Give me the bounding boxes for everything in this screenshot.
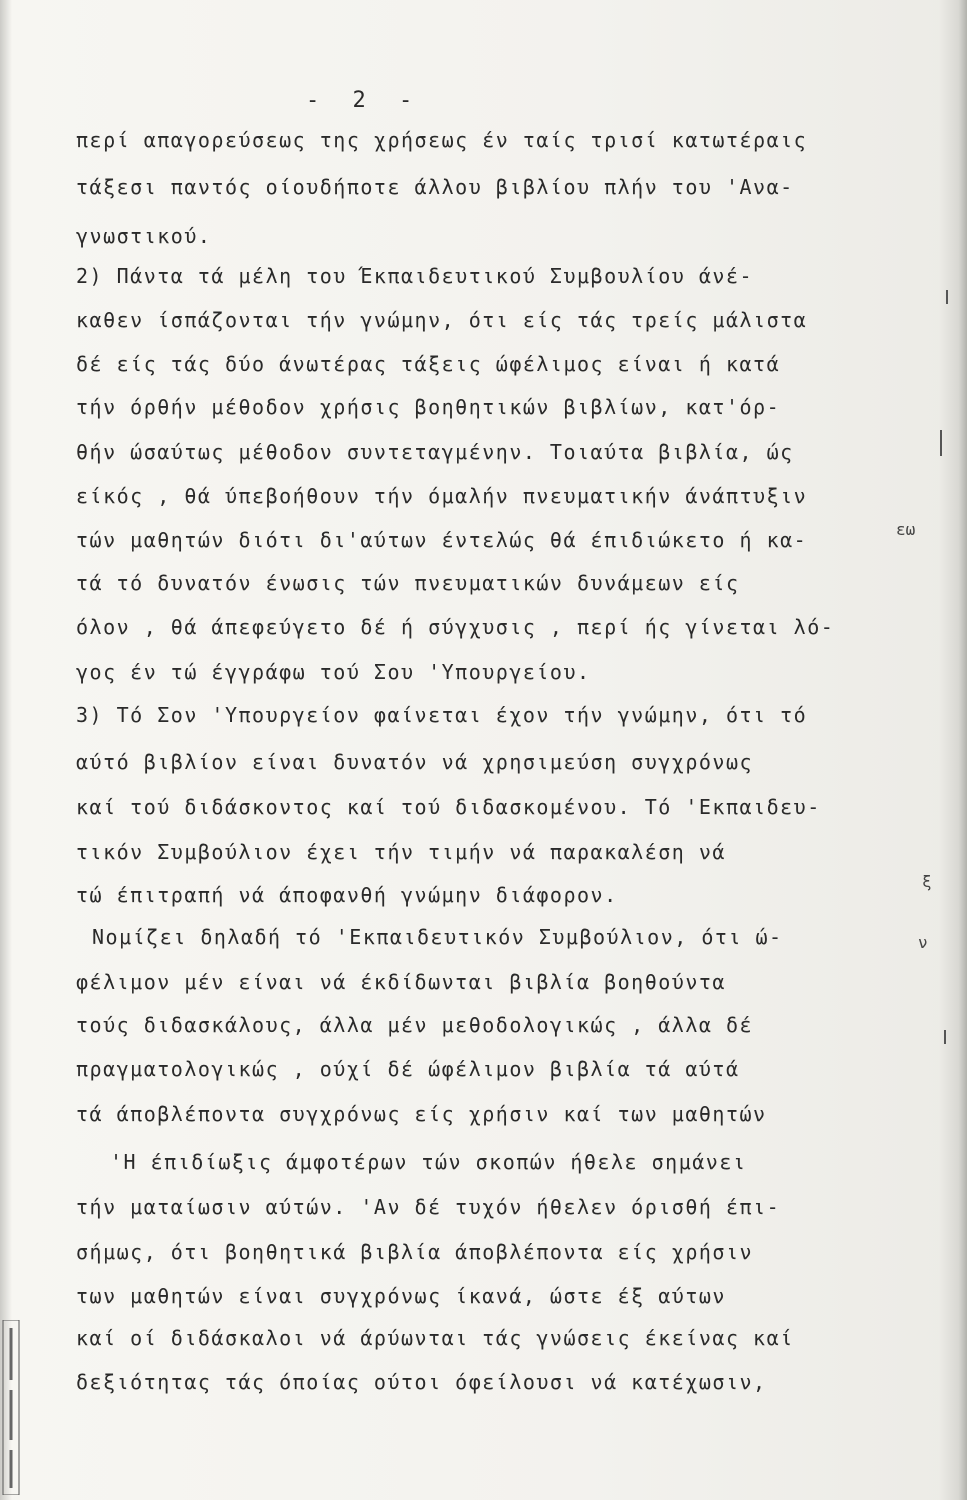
text-line: τών μαθητών διότι δι'αύτων έντελώς θά έπιδιώκετο ή κα- [76,528,808,552]
text-line: δεξιότητας τάς όποίας ούτοι όφείλουσι νά κατέχωσιν, [76,1370,767,1394]
text-line: δέ είς τάς δύο άνωτέρας τάξεις ώφέλιμος είναι ή κατά [76,352,781,376]
text-line: τά άποβλέποντα συγχρόνως είς χρήσιν καί των μαθητών [76,1102,767,1126]
text-line: τήν ματαίωσιν αύτών. 'Αν δέ τυχόν ήθελεν όρισθή έπι- [76,1195,781,1219]
scan-right-edge [939,0,967,1500]
text-line: 'Η έπιδίωξις άμφοτέρων τών σκοπών ήθελε σημάνει [110,1150,747,1174]
side-stamp-graphic [2,1320,22,1495]
text-line: τικόν Συμβούλιον έχει τήν τιμήν νά παρακαλέση νά [76,840,726,864]
scan-left-edge [0,0,12,1500]
edge-mark [944,1030,946,1044]
edge-mark [940,430,942,456]
text-line: καί τού διδάσκοντος καί τού διδασκομένου. Τό 'Εκπαιδευ- [76,795,821,819]
text-line: των μαθητών είναι συγχρόνως ίκανά, ώστε έξ αύτων [76,1284,726,1308]
text-line: γνωστικού. [76,224,212,248]
margin-note: ξ [922,872,932,891]
text-line: περί απαγορεύσεως της χρήσεως έν ταίς τρισί κατωτέραις [76,128,808,152]
edge-mark [946,290,948,304]
text-line: Νομίζει δηλαδή τό 'Εκπαιδευτικόν Συμβούλιον, ότι ώ- [92,925,783,949]
text-line: φέλιμον μέν είναι νά έκδίδωνται βιβλία βοηθούντα [76,970,726,994]
text-line: γος έν τώ έγγράφω τού Σου 'Υπουργείου. [76,660,591,684]
text-line: όλον , θά άπεφεύγετο δέ ή σύγχυσις , περί ής γίνεται λό- [76,615,835,639]
text-line: αύτό βιβλίον είναι δυνατόν νά χρησιμεύση συγχρόνως [76,750,754,774]
margin-note: ν [918,933,928,952]
page-number: - 2 - [306,88,423,113]
text-line: καθεν ίσπάζονται τήν γνώμην, ότι είς τάς τρείς μάλιστα [76,308,808,332]
text-line: τήν όρθήν μέθοδον χρήσις βοηθητικών βιβλίων, κατ'όρ- [76,395,781,419]
text-line: τώ έπιτραπή νά άποφανθή γνώμην διάφορον. [76,883,618,907]
margin-note: εω [896,520,916,539]
text-line: καί οί διδάσκαλοι νά άρύωνται τάς γνώσεις έκείνας καί [76,1326,794,1350]
text-line: τάξεσι παντός οίουδήποτε άλλου βιβλίου πλήν του 'Ανα- [76,175,794,199]
text-line: 2) Πάντα τά μέλη του Έκπαιδευτικού Συμβουλίου άνέ- [76,264,754,288]
text-line: σήμως, ότι βοηθητικά βιβλία άποβλέποντα είς χρήσιν [76,1240,754,1264]
text-line: τούς διδασκάλους, άλλα μέν μεθοδολογικώς , άλλα δέ [76,1013,754,1037]
text-line: τά τό δυνατόν ένωσις τών πνευματικών δυνάμεων είς [76,571,740,595]
text-line: είκός , θά ύπεβοήθουν τήν όμαλήν πνευματικήν άνάπτυξιν [76,484,808,508]
text-line: πραγματολογικώς , ούχί δέ ώφέλιμον βιβλία τά αύτά [76,1057,740,1081]
text-line: θήν ώσαύτως μέθοδον συντεταγμένην. Τοιαύτα βιβλία, ώς [76,440,794,464]
text-line: 3) Τό Σον 'Υπουργείον φαίνεται έχον τήν γνώμην, ότι τό [76,703,808,727]
